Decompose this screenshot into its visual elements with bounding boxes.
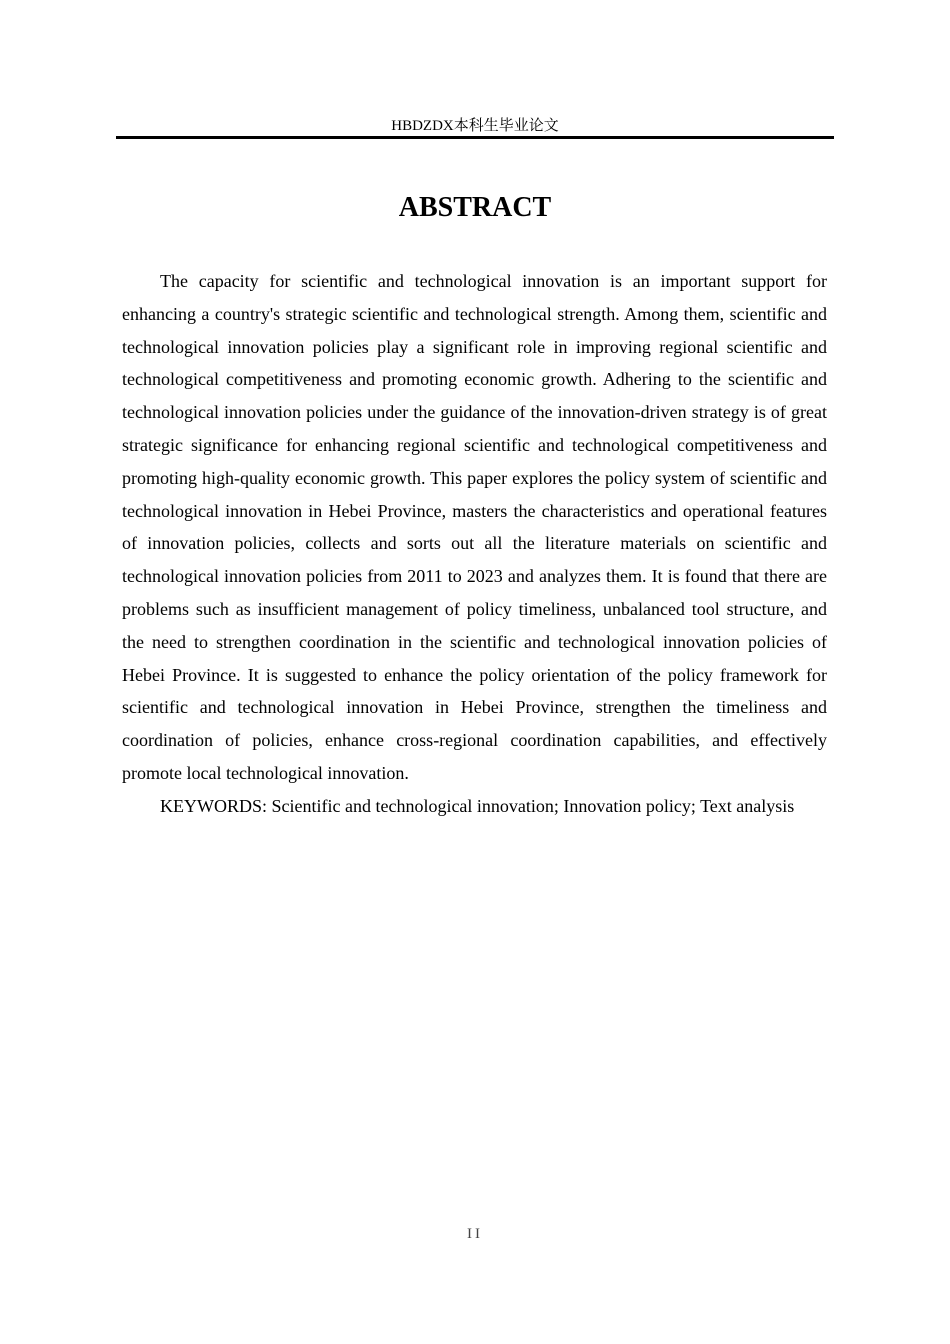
abstract-paragraph: The capacity for scientific and technological innovation is an important support for enhancing a country's strategic scientific and technological strength. Among them, scientific and technological innovation policies play a significant role in improving regional scientific and technological competitiveness and promoting economic growth. Adhering to the scientific and technological innovation policies under the guidance of the innovation-driven strategy is of great strategic significance for enhancing regional scientific and technological competitiveness and promoting high-quality economic growth. This paper explores the policy system of scientific and technological innovation in Hebei Province, masters the characteristics and operational features of innovation policies, collects and sorts out all the literature materials on scientific and technological innovation policies from 2011 to 2023 and analyzes them. It is found that there are problems such as insufficient management of policy timeliness, unbalanced tool structure, and the need to strengthen coordination in the scientific and technological innovation policies of Hebei Province. It is suggested to enhance the policy orientation of the policy framework for scientific and technological innovation in Hebei Province, strengthen the timeliness and coordination of policies, enhance cross-regional coordination capabilities, and effectively promote local technological innovation. <box>122 271 827 783</box>
abstract-body <box>122 265 827 823</box>
header-rule <box>116 136 834 139</box>
page-number: II <box>467 1226 483 1242</box>
keywords-paragraph: KEYWORDS: Scientific and technological innovation; Innovation policy; Text analysis <box>160 795 795 816</box>
running-header: HBDZDX本科生毕业论文 <box>391 118 559 134</box>
abstract-title: ABSTRACT <box>398 192 552 223</box>
